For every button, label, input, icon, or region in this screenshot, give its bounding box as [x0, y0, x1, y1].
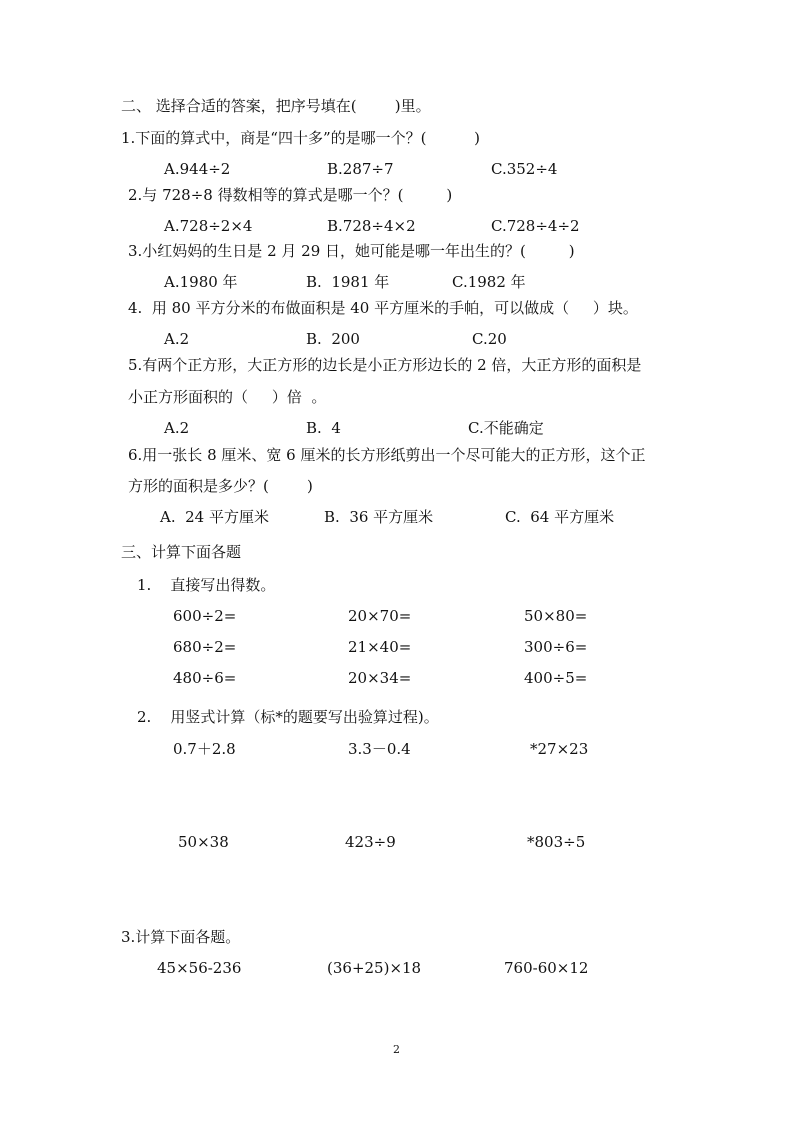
question-5-line1: 5.有两个正方形，大正方形的边长是小正方形边长的 2 倍，大正方形的面积是 [128, 356, 642, 374]
calc-item: 680÷2= [173, 638, 237, 656]
calc-item: 480÷6= [173, 669, 237, 687]
q3-option-b: B. 1981 年 [306, 273, 390, 291]
q6-option-b: B. 36 平方厘米 [324, 508, 434, 526]
part2-heading: 2. 用竖式计算（标*的题要写出验算过程)。 [137, 708, 439, 726]
part3-heading: 3.计算下面各题。 [121, 928, 241, 946]
q4-option-a: A.2 [164, 330, 190, 348]
question-3: 3.小红妈妈的生日是 2 月 29 日，她可能是哪一年出生的？( ) [128, 242, 575, 260]
q2-option-c: C.728÷4÷2 [491, 217, 580, 235]
q3-option-a: A.1980 年 [164, 273, 238, 291]
mixed-calc-item: 760-60×12 [504, 959, 589, 977]
q4-option-b: B. 200 [306, 330, 360, 348]
calc-item: 600÷2= [173, 607, 237, 625]
q5-option-a: A.2 [164, 419, 190, 437]
vertical-calc-item: 3.3－0.4 [348, 740, 411, 758]
q1-option-b: B.287÷7 [327, 160, 394, 178]
mixed-calc-item: 45×56-236 [157, 959, 242, 977]
q2-option-b: B.728÷4×2 [327, 217, 416, 235]
calc-item: 400÷5= [524, 669, 588, 687]
question-6-line2: 方形的面积是多少？( ) [128, 477, 313, 495]
calc-item: 20×70= [348, 607, 412, 625]
q5-option-b: B. 4 [306, 419, 341, 437]
calc-item: 21×40= [348, 638, 412, 656]
calc-item: 50×80= [524, 607, 588, 625]
question-6-line1: 6.用一张长 8 厘米、宽 6 厘米的长方形纸剪出一个尽可能大的正方形，这个正 [128, 446, 646, 464]
vertical-calc-item: 423÷9 [345, 833, 396, 851]
vertical-calc-item: 0.7＋2.8 [173, 740, 236, 758]
mixed-calc-item: (36+25)×18 [327, 959, 422, 977]
q1-option-a: A.944÷2 [164, 160, 231, 178]
q4-option-c: C.20 [472, 330, 507, 348]
question-4: 4. 用 80 平方分米的布做面积是 40 平方厘米的手帕，可以做成（ ）块。 [128, 299, 638, 317]
section3-title: 三、计算下面各题 [121, 543, 242, 561]
calc-item: 300÷6= [524, 638, 588, 656]
part1-heading: 1. 直接写出得数。 [137, 576, 276, 594]
calc-item: 20×34= [348, 669, 412, 687]
question-5-line2: 小正方形面积的（ ）倍 。 [128, 388, 327, 406]
section2-title: 二、 选择合适的答案，把序号填在( )里。 [121, 97, 431, 115]
vertical-calc-item: 50×38 [178, 833, 229, 851]
page-number: 2 [393, 1043, 400, 1056]
question-2: 2.与 728÷8 得数相等的算式是哪一个？( ) [128, 186, 453, 204]
vertical-calc-item: *27×23 [530, 740, 589, 758]
q2-option-a: A.728÷2×4 [164, 217, 253, 235]
q6-option-a: A. 24 平方厘米 [160, 508, 269, 526]
q1-option-c: C.352÷4 [491, 160, 558, 178]
q6-option-c: C. 64 平方厘米 [505, 508, 615, 526]
question-1: 1.下面的算式中，商是“四十多”的是哪一个？( ) [121, 129, 481, 147]
q3-option-c: C.1982 年 [452, 273, 526, 291]
q5-option-c: C.不能确定 [468, 419, 544, 437]
vertical-calc-item: *803÷5 [527, 833, 586, 851]
